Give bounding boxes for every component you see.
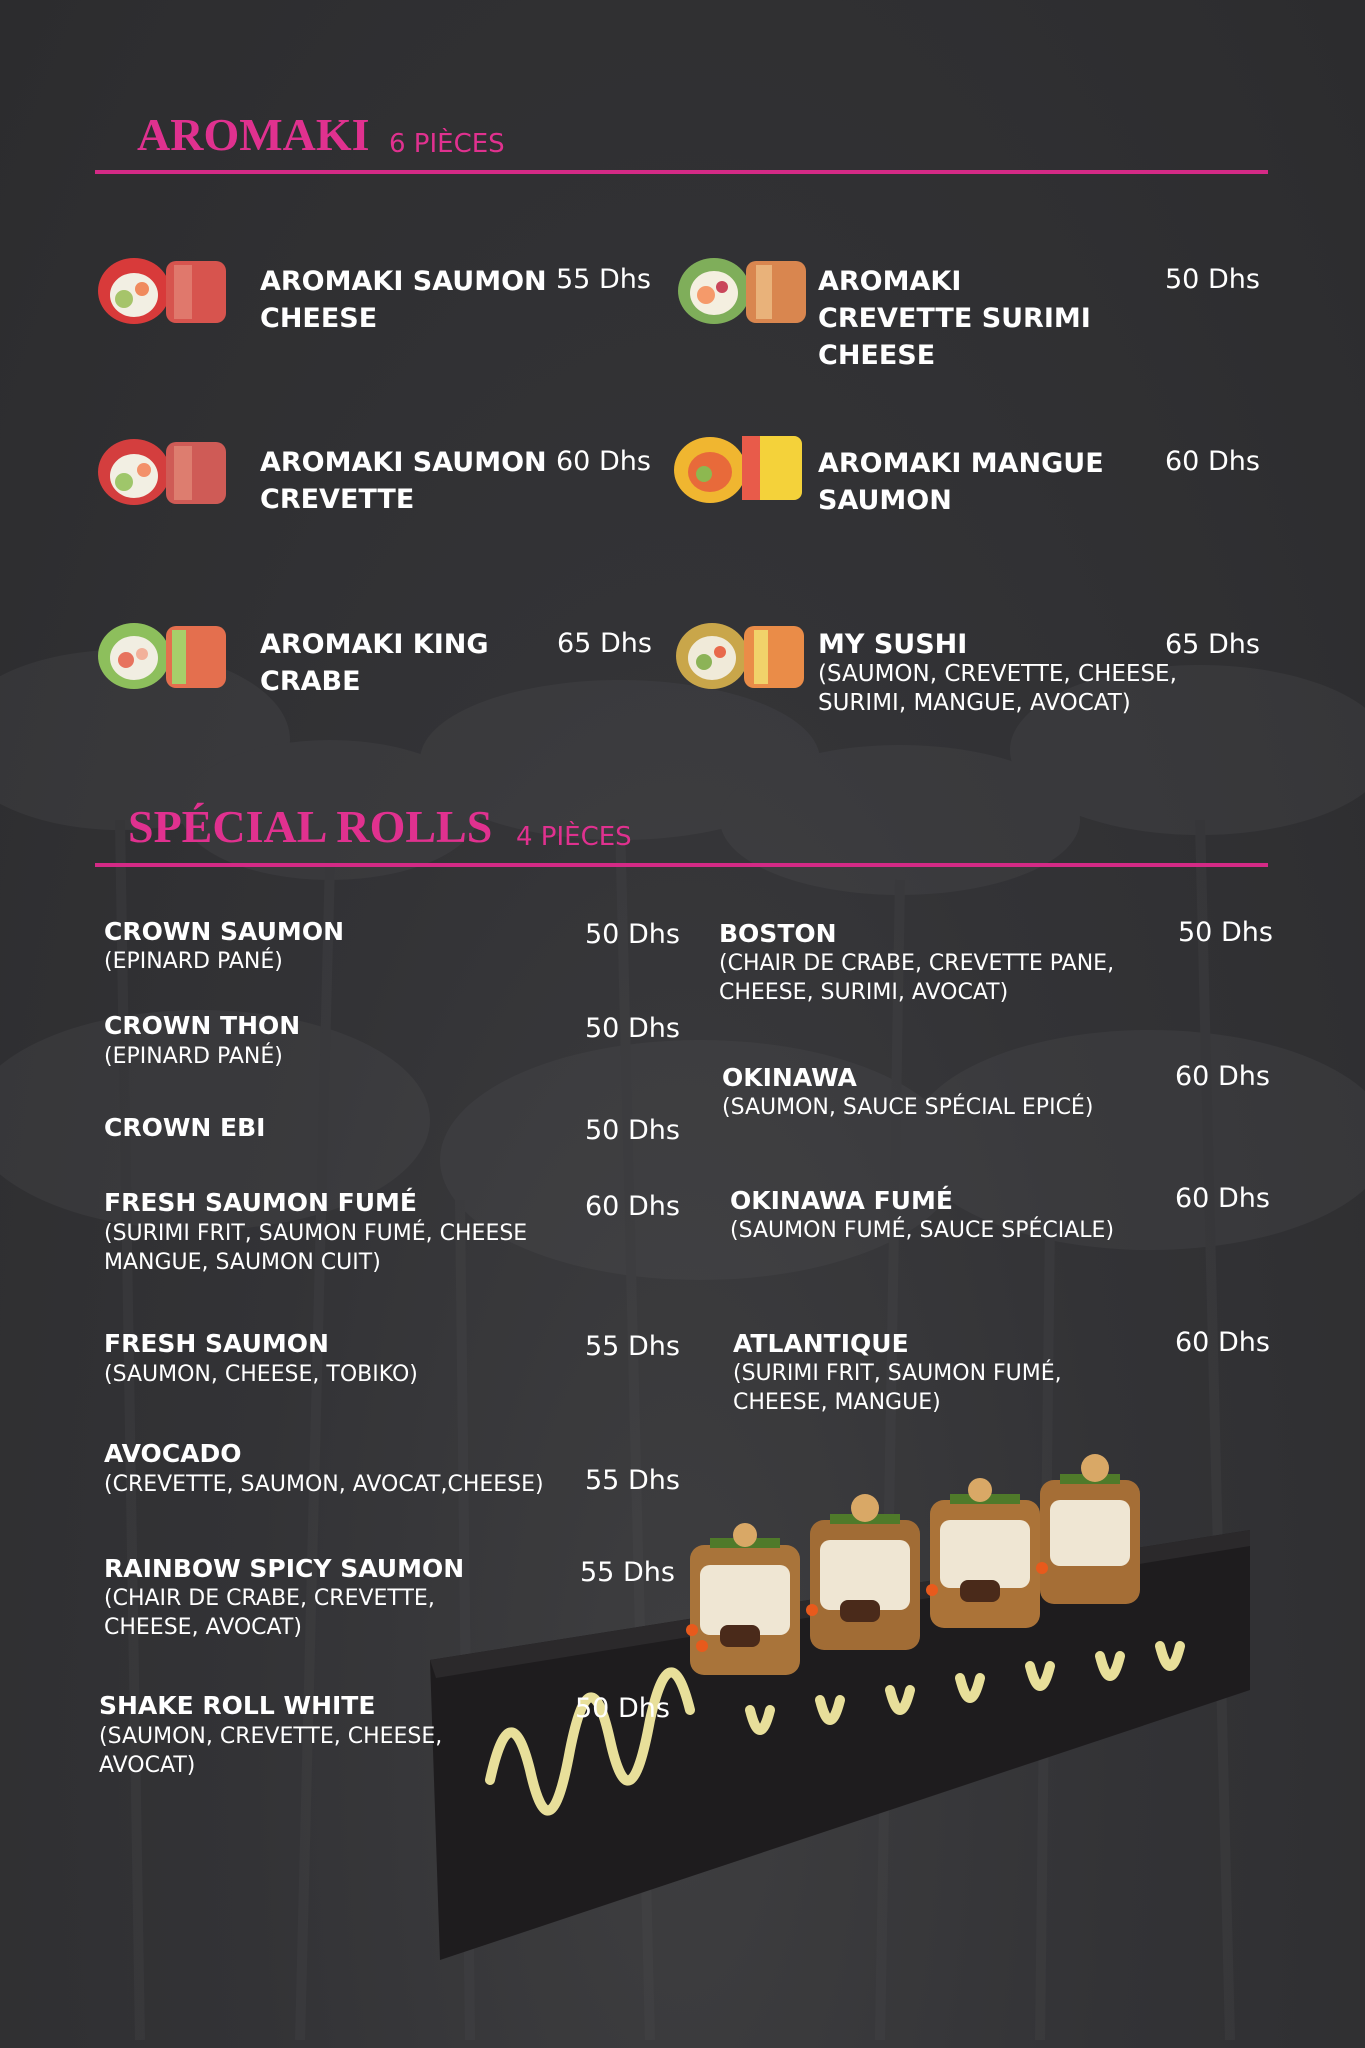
aromaki-subtitle: 6 PIÈCES [389,129,505,159]
aromaki-item-price: 65 Dhs [557,628,652,659]
aromaki-item-price: 60 Dhs [556,446,651,477]
special-roll-price: 60 Dhs [1175,1183,1270,1214]
special-roll-name: CROWN EBI [104,1113,266,1142]
special-roll-description: (SAUMON FUMÉ, SAUCE SPÉCIALE) [730,1218,1115,1243]
special-roll-name: SHAKE ROLL WHITE [99,1691,376,1720]
aromaki-item-price: 50 Dhs [1165,264,1260,295]
aromaki-divider [95,170,1268,174]
special-rolls-subtitle: 4 PIÈCES [516,822,632,852]
special-roll-description: (CREVETTE, SAUMON, AVOCAT,CHEESE) [104,1472,544,1497]
special-roll-price: 50 Dhs [1178,917,1273,948]
aromaki-item-price: 60 Dhs [1165,446,1260,477]
aromaki-item-name: AROMAKI SAUMON CHEESE [260,266,547,334]
special-roll-description: (SAUMON, CREVETTE, CHEESE, AVOCAT) [99,1724,443,1778]
special-roll-description: (SAUMON, CHEESE, TOBIKO) [104,1362,418,1387]
special-roll-name: FRESH SAUMON FUMÉ [104,1188,418,1217]
special-roll-price: 50 Dhs [585,1115,680,1146]
aromaki-saumon-crevette-photo [96,436,228,508]
aromaki-item-description: (SAUMON, CREVETTE, CHEESE, SURIMI, MANGUE, AVOCAT) [818,661,1177,716]
aromaki-item-name: AROMAKI SAUMON CREVETTE [260,447,547,515]
special-roll-name: CROWN THON [104,1011,301,1040]
special-roll-price: 55 Dhs [580,1557,675,1588]
special-roll-name: BOSTON [719,919,837,948]
aromaki-mangue-saumon-photo [672,432,804,504]
special-roll-price: 50 Dhs [575,1693,670,1724]
special-roll-description: (CHAIR DE CRABE, CREVETTE PANE, CHEESE, SURIMI, AVOCAT) [719,951,1115,1005]
aromaki-item-name: MY SUSHI [818,629,968,660]
aromaki-item-name: AROMAKI KING CRABE [260,629,489,697]
special-roll-price: 50 Dhs [585,919,680,950]
aromaki-king-crabe-photo [96,620,228,692]
aromaki-title: AROMAKI [137,109,370,160]
special-roll-name: OKINAWA FUMÉ [730,1186,953,1215]
special-roll-description: (SURIMI FRIT, SAUMON FUMÉ, CHEESE, MANGUE) [733,1361,1062,1415]
special-roll-name: CROWN SAUMON [104,917,344,946]
special-roll-description: (EPINARD PANÉ) [104,949,283,974]
special-roll-price: 50 Dhs [585,1013,680,1044]
aromaki-saumon-cheese-photo [96,255,228,327]
special-roll-description: (EPINARD PANÉ) [104,1044,283,1069]
aromaki-crevette-surimi-cheese-photo [676,255,808,327]
aromaki-item-name: AROMAKI MANGUE SAUMON [818,448,1104,516]
special-roll-price: 55 Dhs [585,1331,680,1362]
special-roll-description: (SURIMI FRIT, SAUMON FUMÉ, CHEESE MANGUE, SAUMON CUIT) [104,1221,528,1275]
special-roll-price: 60 Dhs [1175,1061,1270,1092]
special-roll-plate-photo [420,1450,1270,1960]
special-roll-name: FRESH SAUMON [104,1329,329,1358]
special-roll-description: (CHAIR DE CRABE, CREVETTE, CHEESE, AVOCAT) [104,1586,435,1640]
aromaki-item-price: 65 Dhs [1165,629,1260,660]
special-roll-description: (SAUMON, SAUCE SPÉCIAL EPICÉ) [722,1095,1094,1120]
my-sushi-photo [674,620,806,692]
special-roll-price: 60 Dhs [585,1191,680,1222]
aromaki-item-price: 55 Dhs [556,264,651,295]
special-roll-name: OKINAWA [722,1063,857,1092]
special-rolls-title: SPÉCIAL ROLLS [128,801,493,852]
special-roll-name: RAINBOW SPICY SAUMON [104,1554,465,1583]
special-roll-price: 60 Dhs [1175,1327,1270,1358]
special-roll-price: 55 Dhs [585,1465,680,1496]
special-roll-name: AVOCADO [104,1439,242,1468]
special-roll-name: ATLANTIQUE [733,1329,909,1358]
special-rolls-divider [95,863,1268,867]
aromaki-item-name: AROMAKI CREVETTE SURIMI CHEESE [818,266,1091,371]
